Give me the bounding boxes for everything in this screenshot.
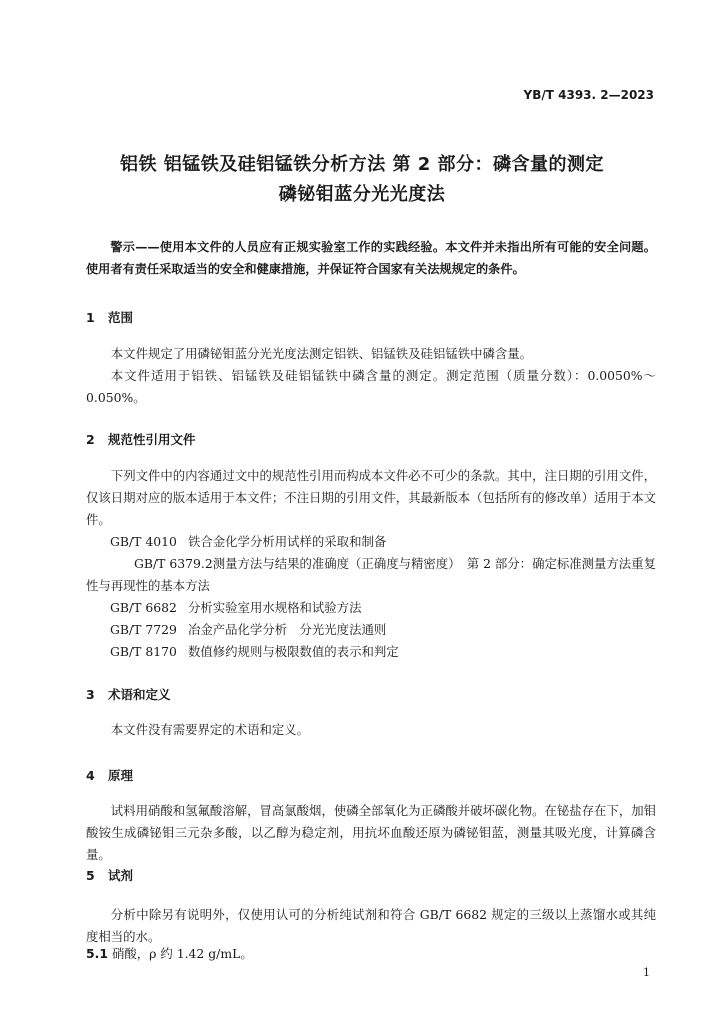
section-title: 原理: [108, 768, 134, 783]
reference-item: [86, 553, 656, 597]
reagent-item: [86, 944, 253, 962]
reference-title: 测量方法与结果的准确度（正确度与精密度） 第 2 部分：确定标准测量方法重复性与再现性的基本方法: [86, 556, 656, 593]
reagent-number: 5.1: [86, 946, 108, 961]
section-title: 试剂: [108, 868, 134, 883]
reference-code: GB/T 8170: [110, 644, 177, 659]
section-number: 3: [86, 687, 95, 702]
reference-item: [110, 531, 656, 553]
warning-paragraph: 警示——使用本文件的人员应有正规实验室工作的实践经验。本文件并未指出所有可能的安全问题。使用者有责任采取适当的安全和健康措施，并保证符合国家有关法规规定的条件。: [86, 240, 656, 276]
reagent-text: 硝酸，ρ 约 1.42 g/mL。: [112, 946, 253, 961]
section-number: 1: [86, 310, 95, 325]
reference-code: GB/T 4010: [110, 534, 177, 549]
section-1-heading: [86, 308, 133, 326]
reference-title: 数值修约规则与极限数值的表示和判定: [188, 644, 399, 659]
reference-title: 冶金产品化学分析 分光光度法通则: [188, 622, 387, 637]
document-code: YB/T 4393. 2—2023: [523, 88, 654, 102]
reference-code: GB/T 6379.2: [134, 556, 213, 571]
document-title-line2: 磷铋钼蓝分光光度法: [278, 184, 446, 205]
section-2-intro: 下列文件中的内容通过文中的规范性引用而构成本文件必不可少的条款。其中，注日期的引用文件，仅该日期对应的版本适用于本文件；不注日期的引用文件，其最新版本（包括所有的修改单）适用于本文件。: [86, 468, 656, 527]
reference-title: 铁合金化学分析用试样的采取和制备: [188, 534, 387, 549]
section-title: 规范性引用文件: [108, 432, 196, 447]
section-number: 2: [86, 432, 95, 447]
page-number: 1: [643, 966, 650, 979]
section-4-heading: [86, 766, 133, 784]
section-2-heading: [86, 430, 196, 448]
reference-title: 分析实验室用水规格和试验方法: [188, 600, 362, 615]
reference-item: [110, 641, 656, 663]
reference-code: GB/T 6682: [110, 600, 177, 615]
section-3-paragraph: 本文件没有需要界定的术语和定义。: [110, 722, 310, 737]
section-title: 范围: [108, 310, 134, 325]
section-number: 5: [86, 868, 95, 883]
section-5-heading: [86, 866, 133, 884]
reference-item: [110, 619, 656, 641]
section-number: 4: [86, 768, 95, 783]
section-1-paragraph-2: 本文件适用于铝铁、铝锰铁及硅铝锰铁中磷含量的测定。测定范围（质量分数）：0.0050%～0.050%。: [86, 368, 656, 405]
document-title-line1: 铝铁 铝锰铁及硅铝锰铁分析方法 第 2 部分：磷含量的测定: [119, 154, 605, 175]
section-4-paragraph: 试料用硝酸和氢氟酸溶解，冒高氯酸烟，使磷全部氧化为正磷酸并破坏碳化物。在铋盐存在下，加钼酸铵生成磷铋钼三元杂多酸，以乙醇为稳定剂，用抗坏血酸还原为磷铋钼蓝，测量其吸光度，计算磷含量。: [86, 803, 656, 862]
reference-code: GB/T 7729: [110, 622, 177, 637]
section-1-paragraph-1: 本文件规定了用磷铋钼蓝分光光度法测定铝铁、铝锰铁及硅铝锰铁中磷含量。: [110, 346, 533, 361]
section-3-heading: [86, 685, 171, 703]
section-5-paragraph: 分析中除另有说明外，仅使用认可的分析纯试剂和符合 GB/T 6682 规定的三级以上蒸馏水或其纯度相当的水。: [86, 907, 656, 944]
section-title: 术语和定义: [108, 687, 171, 702]
reference-item: [110, 597, 656, 619]
